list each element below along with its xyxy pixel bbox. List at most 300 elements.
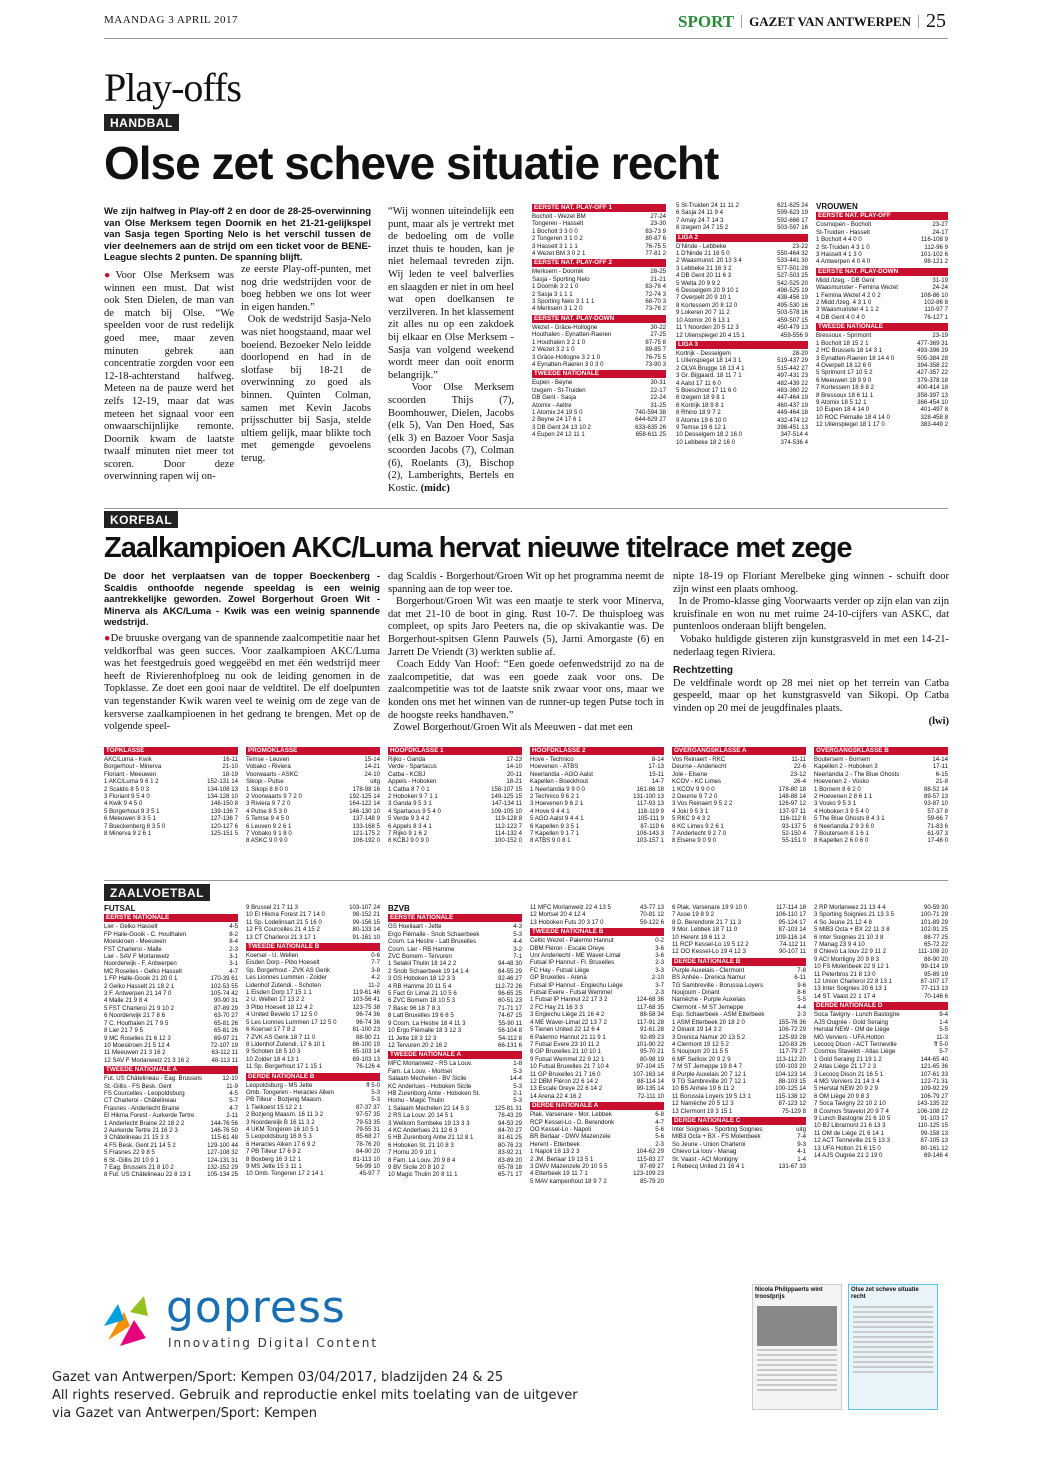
- table-row: 1 Salaam Mechelen 22 14 5 3 125-81 31: [388, 1104, 522, 1112]
- table-row: 2 Tongeren 3 1 0 2 80-87 6: [532, 235, 666, 243]
- table-row: 8 Lidenhof Zutendi. 17 6 10 1 86-100 19: [246, 1040, 380, 1048]
- handbal-lead: We zijn halfweg in Play-off 2 en door de 28-25-overwinning van Olse Merksem tegen Doornik en het 21-21-gelijkspel van Sasja tegen Sporting Nelo is het verschil tussen de vier deelnemers aan de strijd om een ticket voor de BENE-League slechts 2 punten. De spanning blijft.: [104, 206, 371, 264]
- table-row: 13 Hoboken Futs 20 3 17 0 59-122 6: [530, 918, 664, 926]
- gopress-tagline: Innovating Digital Content: [168, 1336, 379, 1350]
- page-date: MAANDAG 3 APRIL 2017: [104, 14, 238, 26]
- table-row: 11 MFC Morlanwelz 22 4 13 5 43-77 13: [530, 904, 664, 911]
- table-row: Sikopi - Putse uitg: [246, 778, 380, 786]
- table-row: 9 Futsal Wemmel 22 9 12 1 80-98 19: [530, 1055, 664, 1063]
- table-row: 4 Merksem 3 1 2 0 73-76 2: [532, 305, 666, 313]
- table-row: 3 Pibo Hoeselt 18 12 4 2 123-75 38: [246, 1003, 380, 1011]
- table-row: 2 Voorwaarts 9 7 2 0 192-125 14: [246, 793, 380, 801]
- table-row: 2 Bozjeng Maasm. 16 11 3 2 97-57 35: [246, 1111, 380, 1119]
- table-row: 8 Rhino 18 9 7 2 449-464 18: [676, 409, 808, 417]
- table-row: 1 AKC/Luma 9 6 1 2 152-131 14: [104, 778, 238, 786]
- table-row: 9 BV Sicile 20 8 10 2 65-78 18: [388, 1164, 522, 1171]
- korfbal-table: [246, 745, 380, 875]
- table-row: 8 Bressoux 18 6 11 1 358-397 13: [816, 391, 948, 399]
- table-header: EERSTE NAT. PLAY-OFF 2: [532, 259, 666, 267]
- table-row: 7 Overpelt 20 9 10 1 438-456 19: [676, 294, 808, 302]
- table-row: 5 Borgerhout 9 3 5 1 139-136 7: [104, 807, 238, 815]
- table-row: TG Sambreville - Borussia Loyers 9-6: [672, 981, 806, 989]
- table-row: DBM Fléron - Escale Oreye 3-6: [530, 944, 664, 952]
- table-row: So Jeune - Union Charleroi 9-3: [672, 1140, 806, 1148]
- table-row: 7 Manag 23 9 4 10 65-72 22: [814, 941, 948, 949]
- gopress-logo: [100, 1282, 390, 1366]
- table-row: 4 DB Gent 20 11 6 3 527-503 25: [676, 272, 808, 280]
- table-row: 8 Kapellen 2 6 0 6 0 17-46 0: [814, 837, 948, 845]
- table-row: 1 Tielkoest 15 12 2 1 87-37 37: [246, 1103, 380, 1111]
- table-row: Purple Auxelais - Clermont 7-8: [672, 966, 806, 974]
- table-row: Ergo Flémalle - Snob Schaerbeek 5-3: [388, 930, 522, 938]
- table-header: DERDE NATIONALE A: [530, 1102, 664, 1110]
- zaalvoetbal-column: [530, 904, 664, 1274]
- korfbal-table: [530, 745, 664, 875]
- table-row: 8 Boxberg 16 3 12 1 81-113 10: [246, 1155, 380, 1163]
- table-row: 11 Jette 18 3 12 3 54-112 8: [388, 1034, 522, 1042]
- table-row: Inter Soignies - Sporting Soignies uitg: [672, 1125, 806, 1133]
- table-row: 4 MG Verviers 21 14 3 4 122-71 31: [814, 1077, 948, 1085]
- table-row: Lidenhof Zutendi. - Schoten 11-2: [246, 981, 380, 989]
- table-row: 11 Meeuwen 21 3 16 2 63-112 11: [104, 1049, 238, 1057]
- table-row: 6 Kapellen 9 3 5 1 87-119 6: [530, 822, 664, 830]
- table-row: 2 Snob Schaerbeek 19 14 1 4 84-55 29: [388, 967, 522, 975]
- table-row: 7 Kapellen 9 1 7 1 106-143 3: [530, 830, 664, 838]
- table-row: 3 Riviera 9 7 2 0 164-122 14: [246, 800, 380, 808]
- zaalvoetbal-column: [672, 904, 806, 1274]
- table-row: Vos Reinaert - RKC 11-11: [672, 756, 806, 763]
- table-row: Futsal IP Hannut - Engiechu Liège 3-7: [530, 981, 664, 989]
- table-row: 8 ASKC 9 0 9 0 106-192 0: [246, 837, 380, 845]
- table-row: 3 Noordereijk B 16 11 3 2 79-53 35: [246, 1118, 380, 1126]
- thumbnail-photo: [757, 1306, 837, 1346]
- table-row: 6 Koersel 17 7 8 2 81-100 23: [246, 1026, 380, 1034]
- table-row: 4 Hove 9 4 4 1 118-119 9: [530, 807, 664, 815]
- table-row: 2 JM. Berlaar 19 13 5 1 115-83 27: [530, 1155, 664, 1163]
- korfbal-p6: nipte 18-19 op Floriant Merelbeke ging winnen - schuift door zijn winst een plaats omhoog.: [673, 571, 949, 595]
- table-row: Voorwaarts - ASKC 24-10: [246, 770, 380, 778]
- table-row: 1 Catba 8 7 0 1 158-107 15: [388, 785, 522, 793]
- table-row: 4 Wezet BM 3 0 2 1 77-81 2: [532, 250, 666, 258]
- table-row: 6 Sasja 24 11 9 4 599-623 19: [676, 209, 808, 217]
- table-row: 5 St-Truiden 24 11 11 2 621-625 24: [676, 202, 808, 209]
- table-row: 9 Atomix 19 6 10 0 432-474 12: [676, 416, 808, 424]
- table-row: 11 Borussia Loyers 19 5 13 1 115-138 12: [672, 1092, 806, 1100]
- table-row: Cosmopen - Bocholt 23-27: [816, 221, 948, 229]
- table-row: 4 ME Waver-Limal 22 13 7 2 117-91 28: [530, 1018, 664, 1026]
- table-row: 3 Engiechu Liège 21 16 4 2 88-58 34: [530, 1011, 664, 1019]
- correction-text: De veldfinale wordt op 28 mei niet op het terrein van Catba gespeeld, maar op het kunstgrasveld van Sikopi. Op Catba vinden op 20 mei de jeugdfinales plaats.: [673, 677, 949, 714]
- table-row: 6 Hoboken St. 21 10 8 3 80-76 23: [388, 1141, 522, 1149]
- table-header: TWEEDE NATIONALE B: [246, 943, 380, 951]
- table-row: 3 Ganda 9 5 3 1 147-134 11: [388, 800, 522, 808]
- table-header: EERSTE NAT. PLAY-DOWN: [532, 315, 666, 323]
- table-row: 7 Basic 96 18 7 8 3 71-71 17: [388, 1004, 522, 1012]
- table-row: 6 Palermo Hannut 21 11 9 1 92-89 23: [530, 1033, 664, 1041]
- table-row: 1 Femina Wezet 4 2 0 2 108-86 10: [816, 291, 948, 299]
- table-row: 6 Appels 8 3 4 1 112-123 7: [388, 822, 522, 830]
- table-row: 4 Antwerpen 4 0 4 0 98-121 2: [816, 258, 948, 266]
- table-row: 5 MIB3 Octa + BX 22 11 3 8 102-91 25: [814, 926, 948, 934]
- table-row: 2 Dinant 19 14 3 2 106-72 29: [672, 1026, 806, 1034]
- zaalvoetbal-tag: ZAALVOETBAL: [104, 884, 210, 901]
- table-row: AKC/Luma - Kwik 16-11: [104, 756, 238, 763]
- table-row: 10 Zolder 18 4 13 1 69-103 13: [246, 1055, 380, 1063]
- table-header: DERDE NATIONALE D: [814, 1002, 948, 1010]
- table-row: 4 UKM Tongeren 16 10 5 1 79-55 31: [246, 1125, 380, 1133]
- table-row: El Hikma Forest - Aurkerde Tertre 2-11: [104, 1112, 238, 1120]
- table-row: 4 So Jeune 21 12 4 8 101-89 29: [814, 918, 948, 926]
- korfbal-p1: De bruuske overgang van de spannende zaalcompetitie naar het veldkorfbal was geen succes. Voor zaalkampioen AKC/Luma was het feestgedruis goed weggeëbd en met één wedstrijd meer heeft de Rivierenhofploeg nu ook de leiding genomen in de Topklasse. Ze doet een gooi naar de veldtitel. De elf doelpunten van tegenstander Kwik waren veel te weinig om de zege van de kersverse zaalkampioenen in het gedrang te brengen. Met op de volgende speel-: [104, 632, 380, 733]
- table-row: 9 Mor. Lebbek 18 7 11 0 87-103 14: [672, 926, 806, 934]
- handbal-standings-1: [532, 202, 666, 502]
- table-row: 3 Eynatten-Raeren 18 14 4 0 505-384 28: [816, 354, 948, 362]
- table-row: 8 D. Berendonk 21 7 11 3 95-124 17: [672, 918, 806, 926]
- table-row: 4 Eupen 24 12 11 1 658-611 25: [532, 431, 666, 439]
- table-row: Boutersem - Bornem 14-14: [814, 756, 948, 763]
- table-row: 4 Eynatten-Raeren 3 0 3 0 73-90 3: [532, 360, 666, 368]
- table-row: Celtic Wezet - Palermo Hannut 0-2: [530, 937, 664, 945]
- table-row: 7 Eag. Brussels 21 8 10 2 132-152 29: [104, 1164, 238, 1171]
- table-row: 3 Sporting Nelo 3 1 1 1 68-70 3: [532, 298, 666, 306]
- table-row: 5 Les Lionnes Lummen 17 12 5 0 96-74 36: [246, 1018, 380, 1026]
- table-row: 6 Plak. Varsenare 19 9 10 0 117-114 18: [672, 904, 806, 911]
- table-row: 12 DBM Fléron 22 6 14 2 88-114 14: [530, 1077, 664, 1085]
- table-row: 9 MS Jette 15 3 11 1 56-99 10: [246, 1163, 380, 1170]
- table-row: 1 FP Halle-Gooik 21 20 0 1 170-39 61: [104, 975, 238, 983]
- table-row: Verde - Spartacus 14-10: [388, 763, 522, 771]
- page-header: SPORT | GAZET VAN ANTWERPEN | 25: [678, 10, 946, 32]
- table-row: 10 Eupen 18 4 14 0 401-497 8: [816, 406, 948, 414]
- table-row: 7 Futsal Evere 23 10 11 2 101-90 22: [530, 1040, 664, 1048]
- table-row: Lier - Gelko Hasselt 4-5: [104, 923, 238, 931]
- table-row: 1 Bornem 8 6 2 0 88-52 14: [814, 785, 948, 793]
- table-row: 3 Châtelineau 21 15 3 3 115-61 48: [104, 1134, 238, 1142]
- table-row: 5 Welta 20 9 9 2 542-525 20: [676, 279, 808, 287]
- table-row: 8 Elsene 9 0 9 0 55-151 0: [672, 837, 806, 845]
- table-row: ZVC Bomem - Tervuren 7-1: [388, 953, 522, 961]
- table-row: Cosmos Stavelot - Atlas Liège 5-7: [814, 1048, 948, 1056]
- table-row: 13 UFA Hotton 21 6 15 0 80-161 12: [814, 1144, 948, 1152]
- table-row: Bocholt - Wezet BM 27-24: [532, 213, 666, 220]
- table-row: Sasja - Sporting Nelo 21-21: [532, 275, 666, 283]
- table-row: 5 FST Charleroi 21 9 10 2 87-89 29: [104, 1004, 238, 1012]
- table-row: 2 Wezet 3 2 1 0 89-85 7: [532, 346, 666, 354]
- table-row: 10 Futsal Bruxelles 21 7 10 4 97-104 15: [530, 1063, 664, 1071]
- table-row: 8 Minerva 9 2 6 1 125-151 5: [104, 830, 238, 838]
- table-header: OVERGANGSKLASSE B: [814, 747, 948, 755]
- table-row: 7 Rijko 9 1 6 2 114-132 4: [388, 830, 522, 838]
- table-row: 8 Fam. La Louv. 20 9 8 4 83-89 20: [388, 1156, 522, 1164]
- table-row: 6 OM Liège 20 9 8 3 106-79 27: [814, 1092, 948, 1100]
- table-row: BS Anhée - Drenica Namur 6-11: [672, 974, 806, 982]
- table-row: Merksem - Doornik 28-25: [532, 268, 666, 276]
- table-row: MC Roselies - Gelko Hasselt 4-7: [104, 967, 238, 975]
- table-row: 9 Cosm. La Hestre 18 4 11 3 55-90 11: [388, 1019, 522, 1027]
- table-row: 13 Clermont 19 3 15 1 75-129 8: [672, 1107, 806, 1115]
- table-row: Leopoldsburg - MS Jette ff 5-0: [246, 1081, 380, 1089]
- credits-line-1: Gazet van Antwerpen/Sport: Kempen 03/04/2017, bladzijden 24 & 25: [52, 1370, 504, 1385]
- table-row: 1 D'Ninde 21 16 5 0 550-464 32: [676, 250, 808, 258]
- table-row: 2 Hoboken 9 7 1 1 149-125 15: [388, 793, 522, 801]
- zaalvoetbal-column: [388, 904, 522, 1274]
- page-thumbnail-25[interactable]: [848, 1284, 938, 1410]
- korfbal-tag: KORFBAL: [104, 511, 178, 528]
- table-row: 4 Joki 9 5 3 1 137-97 11: [672, 807, 806, 815]
- table-row: 4 Malle 21 9 8 4 90-90 31: [104, 997, 238, 1005]
- table-row: Esp. Schaerbeek - ASM Etterbeek 2-3: [672, 1011, 806, 1019]
- table-row: Deurne - Anderlecht 22-6: [672, 763, 806, 771]
- table-row: Tongeren - Hasselt 23-30: [532, 220, 666, 228]
- table-row: 10 BS Anhée 19 6 11 2 100-125 14: [672, 1085, 806, 1093]
- handbal-p5: Voor Olse Merksem scoorden Thijs (7), Boomhouwer, Dielen, Jacobs (elk 5), Van Den Hoed, Sas (elk 3) en Bazoer Voor Sasja scoorden Jacobs (7), Colman (6), Roelants (3), Bischop (2), Lamberights, Bertels en Kostic.: [388, 382, 514, 495]
- table-row: Hove - Technico 8-14: [530, 756, 664, 763]
- table-row: HB Zurenborg Antw - Hoboken St. 2-1: [388, 1089, 522, 1097]
- table-row: 2 Deurne 9 7 2 0 148-88 14: [672, 793, 806, 801]
- table-row: BR Berlaar - DWV Mazenzele 5-6: [530, 1133, 664, 1141]
- table-row: Salaam Mechelen - BV Sicile 14-4: [388, 1075, 522, 1083]
- table-row: 1 Bocholt 18 15 2 1 477-369 31: [816, 339, 948, 347]
- table-row: 3 Hasselt 4 1 3 0 101-102 6: [816, 251, 948, 259]
- table-row: 6 Meeuwen 18 9 9 0 379-378 18: [816, 376, 948, 384]
- table-row: 12 Uilenspiegel 20 4 15 1 459-556 9: [676, 331, 808, 339]
- table-header: TWEEDE NATIONALE A: [388, 1051, 522, 1059]
- table-row: CT Charleroi - Châtelineau 5-7: [104, 1097, 238, 1105]
- table-row: 7 M ST Jemeppe 19 8 4 7 100-103 20: [672, 1063, 806, 1071]
- bzvb-title: BZVB: [388, 904, 410, 913]
- table-row: Fam. La Louv. - Mortsel 5-3: [388, 1067, 522, 1075]
- table-row: KC Anderlues - Hoboken Sicile 5-3: [388, 1082, 522, 1090]
- paper-name: GAZET VAN ANTWERPEN: [749, 13, 911, 29]
- table-row: 2 Technico 9 6 2 1 131-100 13: [530, 793, 664, 801]
- table-row: 3 Floriant 9 5 4 0 134-128 10: [104, 793, 238, 801]
- table-row: 12 OO Kessel-Lo 19 4 12 3 90-107 11: [672, 948, 806, 956]
- table-row: 3 F. Antwerpen 21 14 7 0 105-74 42: [104, 990, 238, 998]
- table-row: 3 Vos Reinaert 9 5 2 2 126-97 12: [672, 800, 806, 808]
- table-row: 1 ASM Etterbeek 20 18 2 0 155-76 36: [672, 1018, 806, 1026]
- table-row: PB Tilleur - Bozjeng Maasm. 5-3: [246, 1096, 380, 1104]
- table-row: 2 HC Brussels 18 14 3 1 493-396 29: [816, 347, 948, 355]
- table-row: 2 Beyne 24 17 6 1 644-629 27: [532, 416, 666, 424]
- table-row: 1 Selakil Thulin 18 14 2 2 94-48 30: [388, 960, 522, 968]
- table-row: 9 ACI Montigny 20 9 8 3 88-90 20: [814, 955, 948, 963]
- table-row: 4 United Bevello 17 12 5 0 96-74 36: [246, 1011, 380, 1019]
- table-row: 7 Amay 24 7 14 3 592-666 17: [676, 216, 808, 224]
- section-rule: [104, 880, 948, 881]
- table-row: Sp. Borgerhout - ZVK AS Genk 3-8: [246, 966, 380, 974]
- table-row: 5 Sprimont 17 10 5 2 427-357 22: [816, 369, 948, 377]
- table-row: Appels - Hoboken 18-21: [388, 778, 522, 786]
- table-row: 1 Anderlecht Braine 22 18 2 2 144-76 56: [104, 1119, 238, 1127]
- table-row: 12 FS Courcelles 21 4 15 2 80-133 14: [246, 926, 380, 934]
- table-row: 9 Temse 19 6 12 1 398-451 13: [676, 423, 808, 431]
- table-row: Noujoum - Dinant 8-6: [672, 989, 806, 997]
- table-row: 4 RB Hamme 20 11 5 4 112-72 26: [388, 982, 522, 990]
- table-row: 1 Eisden Dorp 17 15 1 1 119-61 46: [246, 989, 380, 997]
- table-row: 7 C. Houthalen 21 7 9 5 65-81 26: [104, 1019, 238, 1027]
- korfbal-p8: Vobako huldigde gisteren zijn kunstgrasveld in met een 14-21-nederlaag tegen Riviera.: [673, 633, 949, 658]
- table-row: 11 Sp. Borgerhout 17 1 15 1 76-126 4: [246, 1063, 380, 1071]
- table-row: 7 Boeckenberg 8 3 5 0 120-127 6: [104, 822, 238, 830]
- table-row: Lecocq Dison - ACT Tenneville ff 5-0: [814, 1040, 948, 1048]
- table-row: 1 Napoli 18 13 2 3 104-62 29: [530, 1148, 664, 1156]
- handbal-paragraph: [241, 264, 371, 466]
- table-row: 10 FS Molenbeek 22 9 12 1 99-114 19: [814, 963, 948, 971]
- table-row: 10 Atomix 20 6 13 1 459-507 15: [676, 316, 808, 324]
- table-row: 2 Sasja 3 1 1 1 72-74 3: [532, 290, 666, 298]
- table-row: 3 Lecocq Dison 21 16 5 1 107-61 33: [814, 1070, 948, 1078]
- table-row: 4 Overpelt 18 12 6 0 394-358 22: [816, 361, 948, 369]
- table-row: Kortrijk - Desselgem 28-20: [676, 349, 808, 357]
- korfbal-table: [388, 745, 522, 875]
- table-row: 1 Bocholt 3 3 0 0 83-73 9: [532, 227, 666, 235]
- table-row: 4 Etterbeek 19 11 7 1 123-109 23: [530, 1170, 664, 1178]
- table-row: 11 GP Bruxelles 21 7 16 0 107-163 14: [530, 1070, 664, 1078]
- table-row: Soca Tavigny - Lunch Bastogne 9-4: [814, 1011, 948, 1019]
- korfbal-col-2: [388, 571, 664, 741]
- table-row: 5 MAV kampenhout 18 9 7 2 85-79 20: [530, 1177, 664, 1185]
- handbal-p4: “Wij wonnen uiteindelijk een punt, maar als je vertrekt met de bedoeling om de volle inzet thuis te houden, kan je niet helemaal tevreden zijn. Wij leden te veel balverlies en slaagden er niet in om heel wat open doelkansen te verzilveren. In het klassement zit alles nu op een zakdoek bij elkaar en Olse Merksem - Sasja van volgend weekend wordt meer dan ooit enorm belangrijk.”: [388, 206, 514, 381]
- table-row: 6 Inter Soignies 21 10 3 8 88-77 25: [814, 933, 948, 941]
- table-row: 8 GP Bruxelles 21 10 10 1 95-70 21: [530, 1048, 664, 1056]
- table-row: Borgerhout - Minerva 21-10: [104, 763, 238, 771]
- table-row: 1 Doornik 3 2 1 0 83-76 4: [532, 283, 666, 291]
- table-row: Kapellen 2 - Hoboken 3 17-11: [814, 763, 948, 771]
- table-row: Fut. US Châtelineau - Eag. Brussels 12-10: [104, 1075, 238, 1083]
- table-row: GS Hoeilaart - Jette 4-3: [388, 923, 522, 931]
- table-row: 8 Izegem 24 7 15 2 503-597 16: [676, 224, 808, 232]
- korfbal-table: [104, 745, 238, 875]
- table-row: FC Hay - Futsal Liège 3-3: [530, 966, 664, 974]
- table-row: KCOV - KC Limes 26-4: [672, 778, 806, 786]
- table-row: 8 Purple Auxelais 20 7 12 1 104-123 14: [672, 1070, 806, 1078]
- handbal-standings-2: [676, 202, 808, 502]
- table-row: 2 RS La Louv. 20 14 5 1 78-43 29: [388, 1112, 522, 1120]
- thumbnail-title: Nicola Philippaerts wint troostprijs: [755, 1287, 823, 1300]
- table-row: 1 KCOV 9 9 0 0 178-80 18: [672, 785, 806, 793]
- table-header: PROMOKLASSE: [246, 747, 380, 755]
- table-row: Omb. Tongeren - Heracles Alken 5-3: [246, 1088, 380, 1096]
- table-row: Midd./Izeg. - DB Gent 31-19: [816, 276, 948, 284]
- section-title: Play-offs: [104, 65, 241, 110]
- table-row: 4 Putse 8 5 3 0 146-130 10: [246, 807, 380, 815]
- table-row: Floriant - Meeuwen 18-19: [104, 770, 238, 778]
- table-header: EERSTE NAT. PLAY-OFF: [816, 212, 948, 220]
- table-row: 6 Heracles Alken 17 6 9 2 78-76 20: [246, 1140, 380, 1148]
- table-row: 7 Homu 20 9 10 1 83-92 21: [388, 1149, 522, 1157]
- table-row: 3 Sporting Soignies 21 13 3 5 100-71 29: [814, 911, 948, 919]
- table-row: 10 Desselgem 18 2 16 0 347-514 4: [676, 431, 808, 439]
- table-row: 4 Kwik 9 4 5 0 146-150 8: [104, 800, 238, 808]
- table-row: 10 ROC Flémalle 18 4 14 0 328-458 8: [816, 413, 948, 421]
- table-row: 3 Hoevenen 9 6 2 1 117-93 13: [530, 800, 664, 808]
- table-row: 12 Namèche 20 5 12 3 87-123 12: [672, 1100, 806, 1108]
- table-row: 7 Anderlecht 9 2 7 0 52-150 4: [672, 830, 806, 838]
- table-row: 12 Uilenspiegel 18 1 17 0 383-449 2: [816, 421, 948, 429]
- korfbal-p5: Zowel Borgerhout/Groen Wit als Meeuwen - dat met een: [393, 722, 633, 734]
- table-row: 2 U. Wellen 17 13 2 2 103-56 41: [246, 996, 380, 1004]
- table-row: Jole - Elsene 23-12: [672, 770, 806, 778]
- table-row: 5 Boeschoot 17 11 6 0 483-360 22: [676, 386, 808, 394]
- table-section-title: VROUWEN: [816, 202, 858, 211]
- table-row: 6 Noorderwijk 21 7 8 6 63-70 27: [104, 1012, 238, 1020]
- table-row: 7 Boutersem 8 1 6 1 61-97 3: [814, 830, 948, 838]
- korfbal-headline: Zaalkampioen AKC/Luma hervat nieuwe titelrace met zege: [104, 532, 852, 564]
- table-row: 2 Midd./Izeg. 4 3 1 0 102-86 8: [816, 299, 948, 307]
- table-header: TOPKLASSE: [104, 747, 238, 755]
- table-row: 9 Lunch Bastogne 21 6 10 5 91-103 17: [814, 1114, 948, 1122]
- table-row: 6 Leuven 9 2 6 1 133-168 5: [246, 822, 380, 830]
- table-row: RCP Kessel-Lo - D. Berendonk 4-7: [530, 1118, 664, 1126]
- table-row: 4 KC Anderlues 21 12 6 3 84-70 27: [388, 1126, 522, 1134]
- table-row: 6 St.-Gillis 20 10 9 1 124-131 31: [104, 1156, 238, 1164]
- page-thumbnail-24[interactable]: [752, 1284, 842, 1410]
- handbal-standings-3: [816, 202, 948, 502]
- table-row: DB Gent - Sasja 22-24: [532, 394, 666, 402]
- table-row: Kapellen - Boeckhout 14-7: [530, 778, 664, 786]
- korfbal-col-1: De door het verplaatsen van de topper Boeckenberg - Scaldis onthoofde negende speeldag is een weinig aantrekkelijke geworden. Zowel Borgerhout Groen Wit - Minerva als AKC/Luma - Kwik was een weinig spannende wedstrijd. ●De bruuske overgang van de spannende zaalcompetitie naar het veldkorfbal was geen succes. Voor zaalkampioen AKC/Luma was het feestgedruis goed weggeëbd en met één wedstrijd meer heeft de Rivierenhofploeg nu ook de leiding genomen in de Topklasse. Ze doet een gooi naar de veldtitel. De elf doelpunten van tegenstander Kwik waren veel te weinig om de zege van de kersverse zaalkampioenen in het gedrang te brengen. Met op de volgende speel-: [104, 571, 380, 733]
- table-row: 3 DWV Mazenzele 20 10 5 5 87-69 27: [530, 1163, 664, 1170]
- table-row: 10 Omb. Tongeren 17 2 14 1 45-97 7: [246, 1170, 380, 1178]
- table-row: 2 Aurkerde Tertre 21 16 2 3 146-76 50: [104, 1126, 238, 1134]
- table-row: 10 El Hikma Forest 21 7 14 0 98-152 21: [246, 911, 380, 919]
- table-row: Herstal NEW - OM de Liège 5-5: [814, 1026, 948, 1034]
- table-row: 11 RCP Kessel-Lo 19 5 12 2 74-112 11: [672, 941, 806, 949]
- table-row: Houthalen - Eynatten-Raeren 27-25: [532, 331, 666, 339]
- table-row: Homu - Magic Thulin 5-3: [388, 1097, 522, 1105]
- table-row: 4 Clermont 19 12 5 2 120-83 26: [672, 1040, 806, 1048]
- table-row: MFC Morlanwelz - RS La Louv. 1-8: [388, 1060, 522, 1068]
- table-row: 9 Lokeren 20 7 11 2 503-578 16: [676, 309, 808, 317]
- table-row: 5 Herstal NEW 20 9 2 9 109-92 29: [814, 1085, 948, 1093]
- table-row: Cosm. La Hestre - Latt Bruxelles 4-4: [388, 938, 522, 946]
- table-row: 7 PB Tilleur 17 6 9 2 84-90 20: [246, 1148, 380, 1156]
- thumbnail-title: Olse zet scheve situatie recht: [851, 1287, 919, 1300]
- table-header: DERDE NATIONALE C: [672, 1117, 806, 1125]
- table-row: 3 Lebbeke 21 16 3 2 577-501 28: [676, 264, 808, 272]
- table-row: 4 DB Gent 4 0 4 0 76-127 1: [816, 313, 948, 321]
- handbal-p3: Ook de wedstrijd Sasja-Nelo was niet hoogstaand, maar wel boeiend. Bezoeker Nelo leidde doorlopend en had in de slotfase bij 18-21 de overwinning zo goed als binnen. Quinten Colman, samen met Kevin Jacobs prijsschutter bij Sasja, stelde ultiem gelijk, maar blikte toch met gemengde gevoelens terug.: [241, 314, 371, 464]
- table-row: 2 OLVA Brugge 18 13 4 1 515-442 27: [676, 364, 808, 372]
- table-row: 5 RKC 9 4 3 2 116-112 8: [672, 815, 806, 823]
- table-row: 2 St-Truiden 4 3 1 0 112-96 9: [816, 243, 948, 251]
- table-row: 9 Brussel 21 7 11 3 103-107 24: [246, 904, 380, 911]
- table-row: 12 SAV F Morlanwelz 21 3 16 2 48-113 11: [104, 1056, 238, 1064]
- table-row: Moeskroen - Meeuwen 8-4: [104, 938, 238, 946]
- table-header: TWEEDE NATIONALE A: [104, 1066, 238, 1074]
- table-header: OVERGANGSKLASSE A: [672, 747, 806, 755]
- table-row: 1 Sikopi 8 8 0 0 178-98 16: [246, 785, 380, 793]
- table-row: 5 Noujoum 20 11 5 5 117-79 27: [672, 1048, 806, 1056]
- table-row: 7 Kortessem 18 8 8 2 400-414 18: [816, 384, 948, 392]
- table-row: 5 HB Zurenborg Antw 21 12 8 1 81-61 25: [388, 1134, 522, 1142]
- table-header: TWEEDE NATIONALE: [816, 323, 948, 331]
- table-row: Koersel - U. Wellen 0-6: [246, 952, 380, 960]
- table-row: 1 Neerlandia 9 9 0 0 161-86 18: [530, 785, 664, 793]
- table-row: 3 Welkom Sombeke 19 13 3 3 94-53 29: [388, 1119, 522, 1127]
- table-row: Unr Anderlecht - ME Waver-Limal 3-6: [530, 952, 664, 960]
- table-row: Neerlandia 2 - The Blue Ghosts 6-15: [814, 770, 948, 778]
- table-row: St-Truiden - Hasselt 24-17: [816, 228, 948, 236]
- table-header: HOOFDKLASSE 1: [388, 747, 522, 755]
- table-row: 13 CT Charleroi 21 3 17 1 91-161 10: [246, 933, 380, 941]
- table-row: 12 Tervuren 20 2 16 2 66-131 6: [388, 1041, 522, 1049]
- table-row: Rijko - Ganda 17-23: [388, 756, 522, 763]
- table-row: 1 Uilenspiegel 18 14 3 1 519-437 29: [676, 357, 808, 365]
- gopress-wordmark: gopress: [166, 1282, 346, 1333]
- table-row: 4 Spartacus 9 5 4 0 109-105 10: [388, 807, 522, 815]
- table-row: Catba - KCBJ 20-11: [388, 770, 522, 778]
